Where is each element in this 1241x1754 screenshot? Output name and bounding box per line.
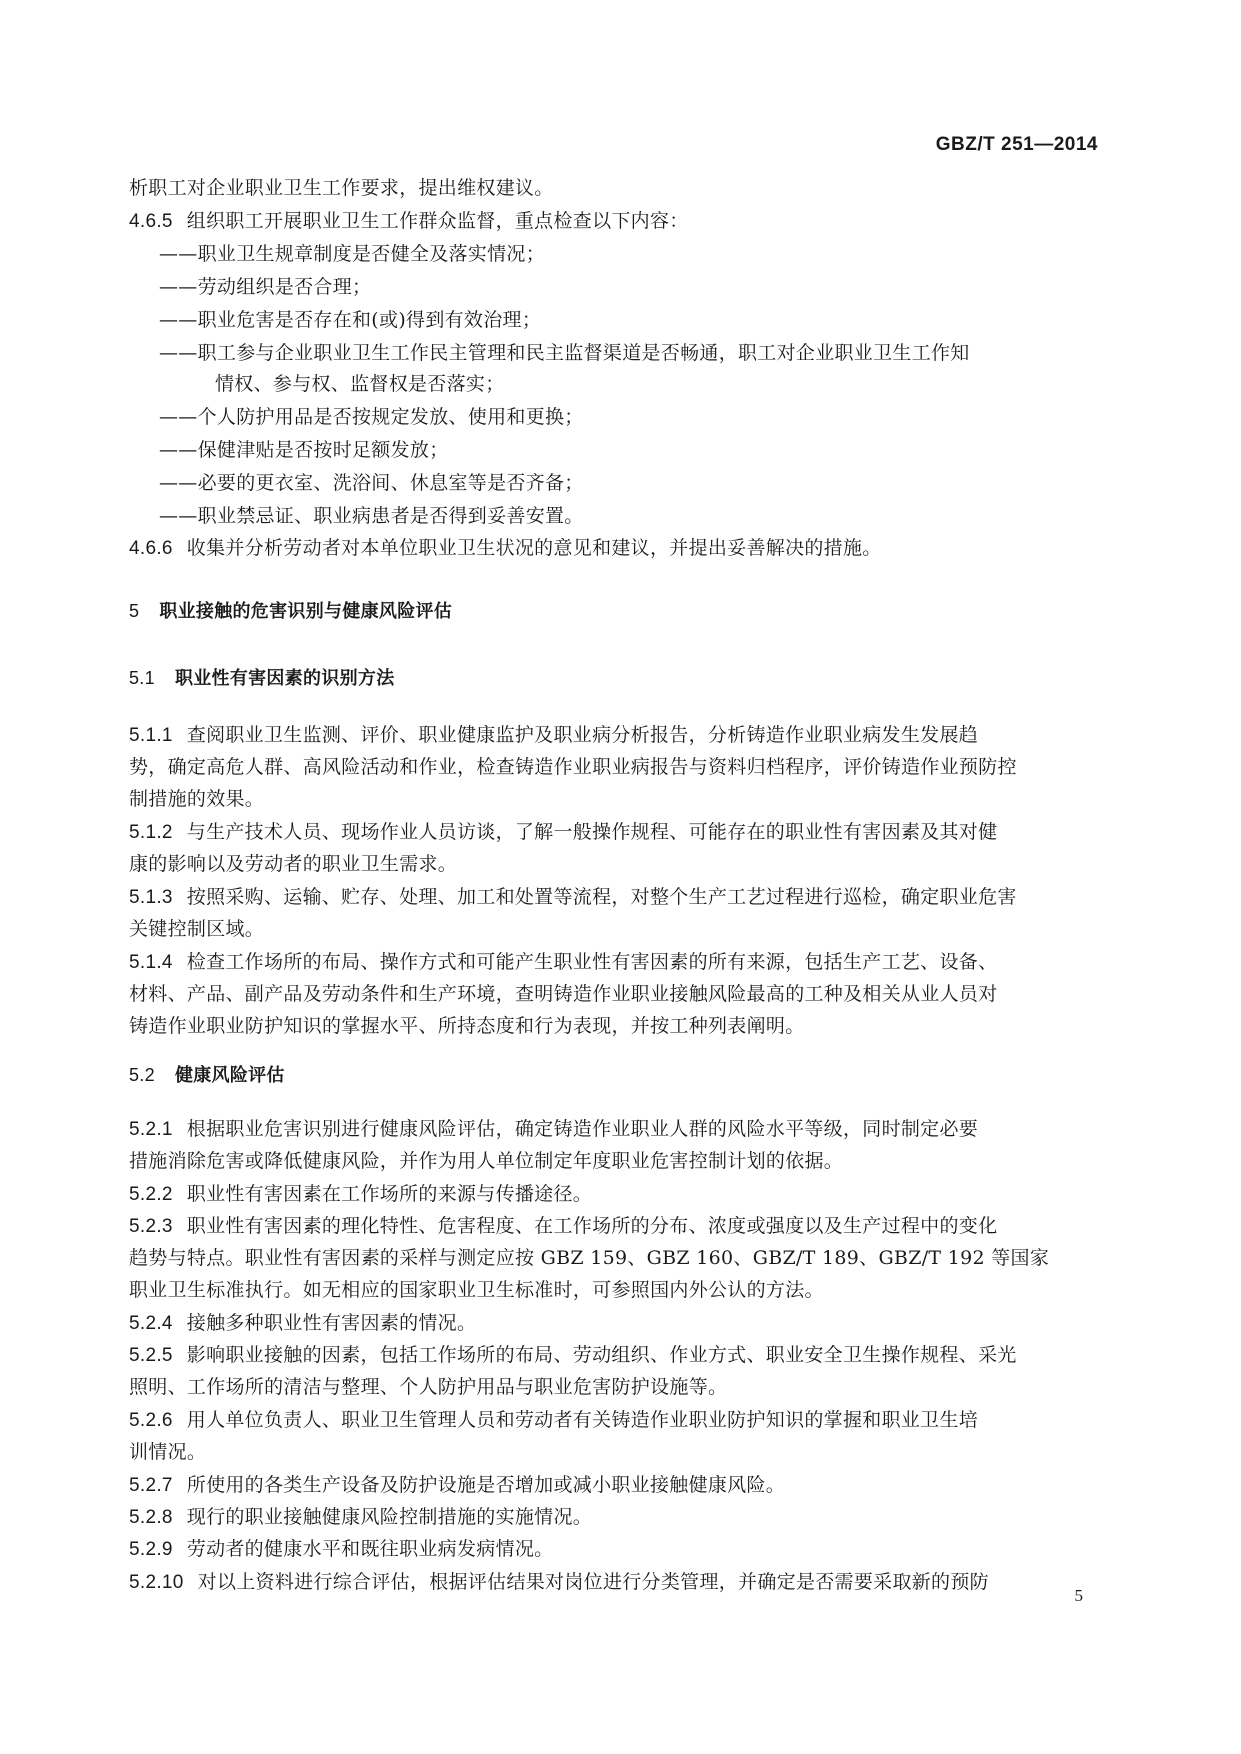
- clause-text: 与生产技术人员、现场作业人员访谈，了解一般操作规程、可能存在的职业性有害因素及其对健: [186, 821, 998, 843]
- clause-5-2-9: [129, 1533, 553, 1566]
- line-text: 铸造作业职业防护知识的掌握水平、所持态度和行为表现，并按工种列表阐明。: [129, 1015, 805, 1037]
- clause-4-6-5: [129, 205, 689, 238]
- list-item: [159, 434, 449, 467]
- line-text: 趋势与特点。职业性有害因素的采样与测定应按 GBZ 159、GBZ 160、GBZ/T 189、GBZ/T 192 等国家: [129, 1247, 1050, 1269]
- document-code: GBZ/T 251—2014: [935, 134, 1098, 155]
- clause-5-2-4: [129, 1307, 476, 1340]
- line-text: 关键控制区域。: [129, 918, 265, 940]
- page-number: 5: [1074, 1586, 1083, 1605]
- clause-text: 职业性有害因素的理化特性、危害程度、在工作场所的分布、浓度或强度以及生产过程中的变化: [186, 1215, 998, 1237]
- clause-5-2-2: [129, 1178, 592, 1211]
- clause-5-2-8: [129, 1501, 592, 1534]
- clause-number: 5.2.10: [129, 1572, 184, 1593]
- paragraph-line: [129, 1010, 805, 1043]
- clause-text: 用人单位负责人、职业卫生管理人员和劳动者有关铸造作业职业防护知识的掌握和职业卫生培: [186, 1409, 979, 1431]
- clause-text: 对以上资料进行综合评估，根据评估结果对岗位进行分类管理，并确定是否需要采取新的预防: [197, 1571, 989, 1593]
- clause-5-1-4: [129, 946, 997, 979]
- clause-text: 收集并分析劳动者对本单位职业卫生状况的意见和建议，并提出妥善解决的措施。: [186, 537, 882, 559]
- clause-number: 4.6.5: [129, 211, 173, 232]
- paragraph-line: [129, 848, 457, 881]
- clause-number: 5.2.7: [129, 1475, 173, 1496]
- clause-number: 5.1.3: [129, 887, 173, 908]
- clause-number: 5.2.9: [129, 1539, 173, 1560]
- section-title: 职业性有害因素的识别方法: [174, 668, 395, 689]
- paragraph-line: [129, 1145, 843, 1178]
- line-text: 训情况。: [129, 1441, 207, 1463]
- clause-text: 组织职工开展职业卫生工作群众监督，重点检查以下内容：: [186, 210, 689, 232]
- list-item-text: ——职业卫生规章制度是否健全及落实情况；: [159, 243, 546, 265]
- clause-text: 接触多种职业性有害因素的情况。: [186, 1312, 477, 1334]
- paragraph-line: [129, 751, 1017, 784]
- section-heading-5-2: [129, 1059, 285, 1092]
- clause-5-2-3: [129, 1210, 997, 1243]
- list-item: [159, 238, 545, 271]
- clause-5-2-10: [129, 1566, 989, 1599]
- section-number: 5.1: [129, 668, 155, 688]
- line-text: 措施消除危害或降低健康风险，并作为用人单位制定年度职业危害控制计划的依据。: [129, 1150, 844, 1172]
- list-item-text: ——职业禁忌证、职业病患者是否得到妥善安置。: [159, 505, 584, 527]
- clause-text: 职业性有害因素在工作场所的来源与传播途径。: [186, 1183, 593, 1205]
- list-item-text: 情权、参与权、监督权是否落实；: [215, 373, 505, 395]
- line-text: 析职工对企业职业卫生工作要求，提出维权建议。: [129, 177, 554, 199]
- section-heading-5: [129, 595, 452, 628]
- list-item: [159, 401, 584, 434]
- clause-5-2-6: [129, 1404, 978, 1437]
- clause-number: 5.2.5: [129, 1345, 173, 1366]
- clause-number: 5.1.1: [129, 725, 173, 746]
- clause-number: 5.2.1: [129, 1119, 173, 1140]
- clause-text: 影响职业接触的因素，包括工作场所的布局、劳动组织、作业方式、职业安全卫生操作规程、采光: [186, 1344, 1017, 1366]
- clause-text: 按照采购、运输、贮存、处理、加工和处置等流程，对整个生产工艺过程进行巡检，确定职业危害: [186, 886, 1017, 908]
- clause-5-2-5: [129, 1339, 1017, 1372]
- paragraph-line: [129, 913, 264, 946]
- clause-5-2-7: [129, 1469, 785, 1502]
- section-number: 5.2: [129, 1065, 155, 1085]
- section-title: 职业接触的危害识别与健康风险评估: [159, 601, 453, 622]
- clause-text: 劳动者的健康水平和既往职业病发病情况。: [186, 1538, 554, 1560]
- paragraph-line: [129, 1274, 824, 1307]
- list-item: [159, 304, 541, 337]
- clause-text: 根据职业危害识别进行健康风险评估，确定铸造作业职业人群的风险水平等级，同时制定必要: [186, 1118, 979, 1140]
- list-item: [159, 467, 584, 500]
- list-item-text: ——劳动组织是否合理；: [159, 276, 372, 298]
- clause-5-2-1: [129, 1113, 978, 1146]
- clause-4-6-6: [129, 532, 882, 565]
- clause-5-1-2: [129, 816, 997, 849]
- clause-number: 5.2.6: [129, 1410, 173, 1431]
- paragraph-line: [129, 1242, 1049, 1275]
- section-heading-5-1: [129, 662, 395, 695]
- line-text: 职业卫生标准执行。如无相应的国家职业卫生标准时，可参照国内外公认的方法。: [129, 1279, 824, 1301]
- line-text: 照明、工作场所的清洁与整理、个人防护用品与职业危害防护设施等。: [129, 1376, 728, 1398]
- clause-number: 5.2.8: [129, 1507, 173, 1528]
- clause-number: 5.1.4: [129, 952, 173, 973]
- clause-number: 4.6.6: [129, 538, 173, 559]
- line-text: 势，确定高危人群、高风险活动和作业，检查铸造作业职业病报告与资料归档程序，评价铸造作业预防控: [129, 756, 1017, 778]
- list-item-text: ——保健津贴是否按时足额发放；: [159, 439, 449, 461]
- list-item-text: ——职业危害是否存在和(或)得到有效治理；: [159, 309, 542, 331]
- list-item-text: ——职工参与企业职业卫生工作民主管理和民主监督渠道是否畅通，职工对企业职业卫生工作知: [159, 342, 970, 364]
- clause-number: 5.1.2: [129, 822, 173, 843]
- clause-text: 查阅职业卫生监测、评价、职业健康监护及职业病分析报告，分析铸造作业职业病发生发展趋: [186, 724, 979, 746]
- clause-text: 检查工作场所的布局、操作方式和可能产生职业性有害因素的所有来源，包括生产工艺、设备、: [186, 951, 998, 973]
- list-item: [159, 271, 371, 304]
- clause-number: 5.2.3: [129, 1216, 173, 1237]
- clause-text: 现行的职业接触健康风险控制措施的实施情况。: [186, 1506, 593, 1528]
- list-item-text: ——必要的更衣室、洗浴间、休息室等是否齐备；: [159, 472, 584, 494]
- section-title: 健康风险评估: [174, 1065, 285, 1086]
- line-text: 材料、产品、副产品及劳动条件和生产环境，查明铸造作业职业接触风险最高的工种及相关从业人员对: [129, 983, 998, 1005]
- list-item-text: ——个人防护用品是否按规定发放、使用和更换；: [159, 406, 584, 428]
- line-text: 制措施的效果。: [129, 788, 265, 810]
- list-item-continuation: [215, 368, 505, 401]
- clause-number: 5.2.2: [129, 1184, 173, 1205]
- paragraph-line: [129, 783, 264, 816]
- clause-5-1-1: [129, 719, 978, 752]
- clause-5-1-3: [129, 881, 1017, 914]
- paragraph-line: [129, 1436, 206, 1469]
- paragraph-line: [129, 978, 998, 1011]
- section-number: 5: [129, 601, 140, 621]
- paragraph-line: [129, 1371, 727, 1404]
- clause-text: 所使用的各类生产设备及防护设施是否增加或减小职业接触健康风险。: [186, 1474, 786, 1496]
- list-item: [159, 500, 584, 533]
- list-item: [159, 337, 970, 370]
- line-text: 康的影响以及劳动者的职业卫生需求。: [129, 853, 458, 875]
- paragraph-line: [129, 172, 554, 205]
- clause-number: 5.2.4: [129, 1313, 173, 1334]
